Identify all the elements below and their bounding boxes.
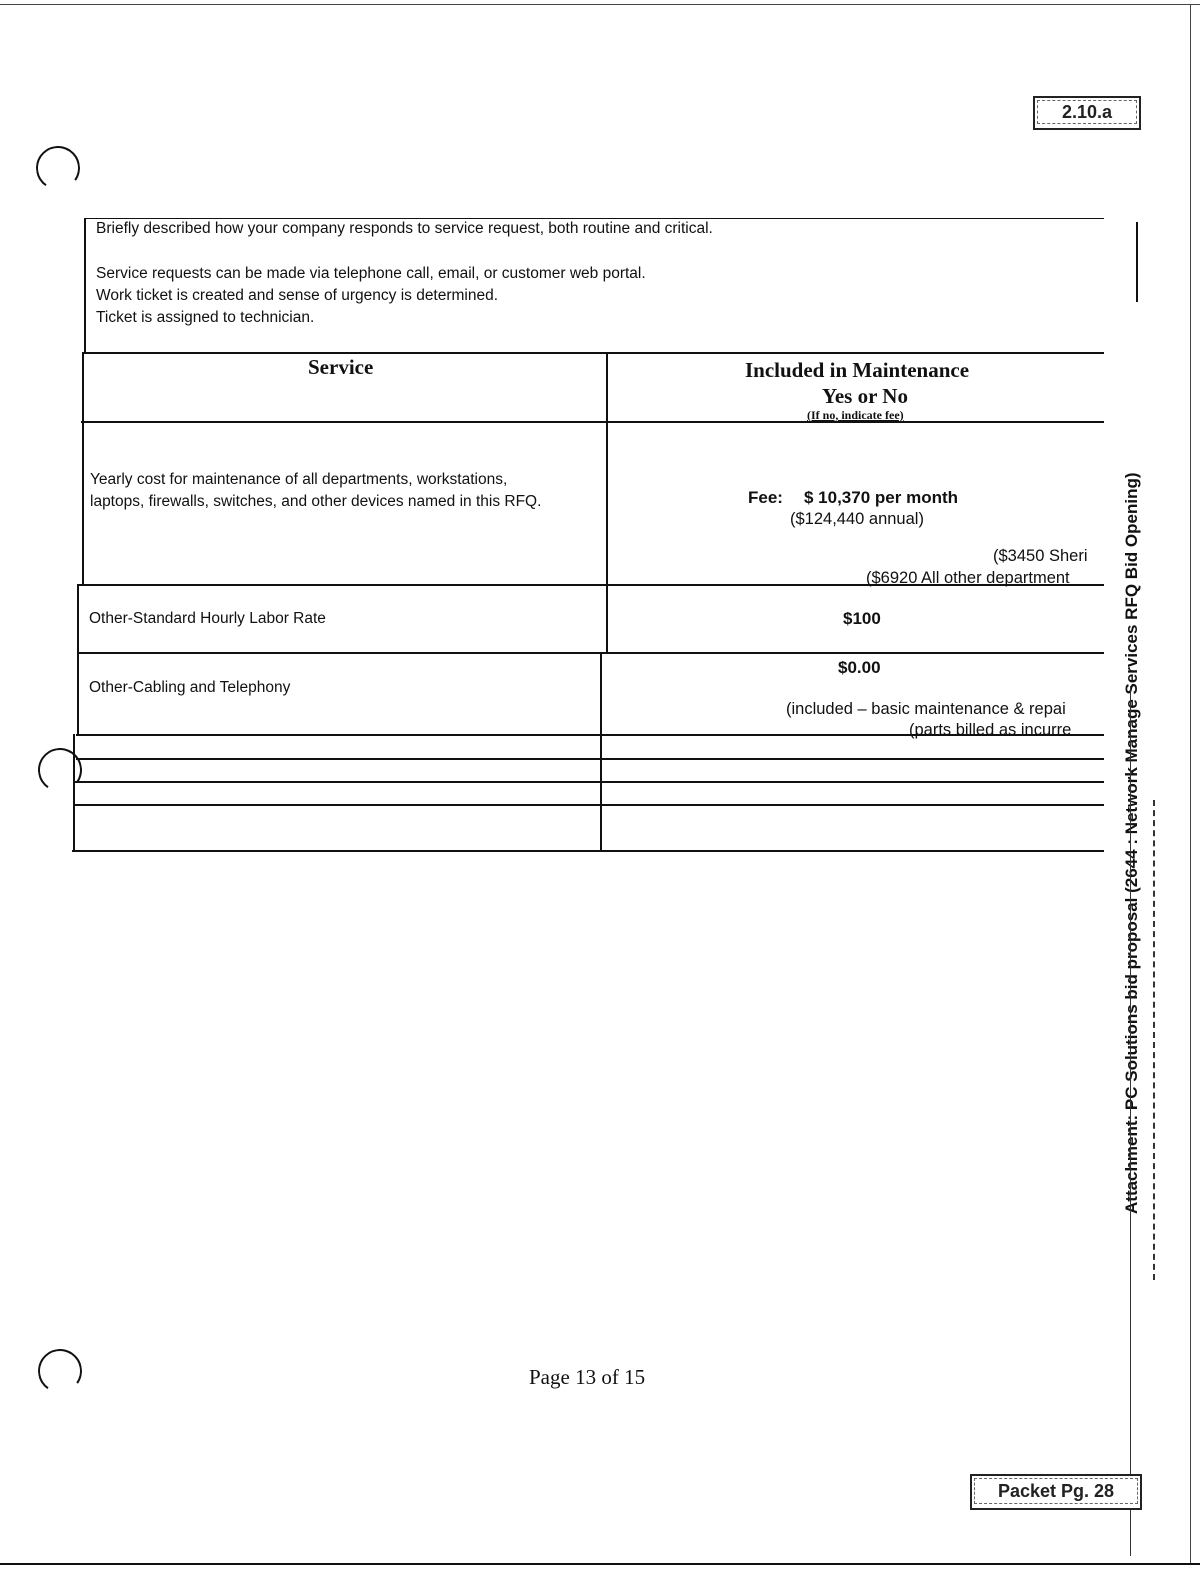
table-left-line-lower (77, 584, 79, 734)
right-edge-dash (1153, 800, 1155, 1280)
empty-row1-line (76, 758, 1104, 760)
row3-value: $0.00 (838, 658, 881, 677)
intro-question: Briefly described how your company responds to service request, both routine and critical. (96, 220, 713, 237)
row2-bottom-line (77, 652, 1104, 654)
punch-hole-bottom (35, 1346, 86, 1397)
row3-note-2: (parts billed as incurre (909, 721, 1072, 739)
table-header-top-line (84, 352, 1104, 354)
section-stamp-text: 2.10.a (1037, 100, 1137, 124)
row1-annual: ($124,440 annual) (790, 510, 924, 528)
right-border (1190, 4, 1191, 1564)
row3-note-2-clip (900, 719, 1103, 743)
table-column-divider-lower (600, 652, 602, 851)
table-left-line (82, 352, 84, 584)
row1-breakdown-2-clip (860, 567, 1103, 591)
header-included-line2: Yes or No (822, 384, 908, 408)
row1-service-line2: laptops, firewalls, switches, and other devices named in this RFQ. (90, 493, 542, 510)
packet-page-stamp (970, 1474, 1142, 1510)
packet-page-stamp-text: Packet Pg. 28 (974, 1478, 1138, 1504)
table-left-line-bottom (73, 734, 75, 851)
row1-breakdown-1: ($3450 Sheri (993, 547, 1088, 565)
intro-right-line (1136, 222, 1138, 302)
header-service: Service (308, 355, 374, 379)
row1-breakdown-2: ($6920 All other department (866, 569, 1070, 587)
section-stamp (1033, 96, 1141, 130)
table-header-bottom-line (81, 421, 1104, 423)
intro-line-3: Ticket is assigned to technician. (96, 309, 315, 326)
table-column-divider (606, 352, 608, 654)
table-bottom-line (72, 850, 1104, 852)
right-edge-line (1130, 686, 1131, 1556)
row2-value: $100 (843, 609, 881, 628)
empty-row2-line (75, 781, 1104, 783)
row3-service: Other-Cabling and Telephony (89, 679, 291, 696)
header-included-note: (If no, indicate fee) (807, 408, 904, 422)
header-included-line1: Included in Maintenance (745, 358, 970, 382)
bottom-border (0, 1563, 1200, 1565)
row1-service-line1: Yearly cost for maintenance of all departments, workstations, (90, 471, 508, 488)
row1-fee-value: $ 10,370 per month (804, 488, 959, 507)
top-border (0, 4, 1200, 5)
row1-breakdown-1-clip (900, 545, 1103, 569)
punch-hole-middle (35, 745, 86, 796)
punch-hole-top (33, 143, 84, 194)
intro-left-line (84, 218, 86, 353)
side-caption: Attachment: PC Solutions bid proposal (2644 : Network Manage Services RFQ Bid Opening) (1122, 472, 1141, 1214)
intro-line-1: Service requests can be made via telephone call, email, or customer web portal. (96, 265, 646, 282)
row3-note-1: (included – basic maintenance & repai (786, 700, 1066, 718)
row1-fee-label: Fee: (748, 488, 783, 507)
row2-service: Other-Standard Hourly Labor Rate (89, 610, 326, 627)
page-number: Page 13 of 15 (529, 1365, 646, 1389)
empty-row3-line (75, 804, 1104, 806)
intro-line-2: Work ticket is created and sense of urgency is determined. (96, 287, 499, 304)
